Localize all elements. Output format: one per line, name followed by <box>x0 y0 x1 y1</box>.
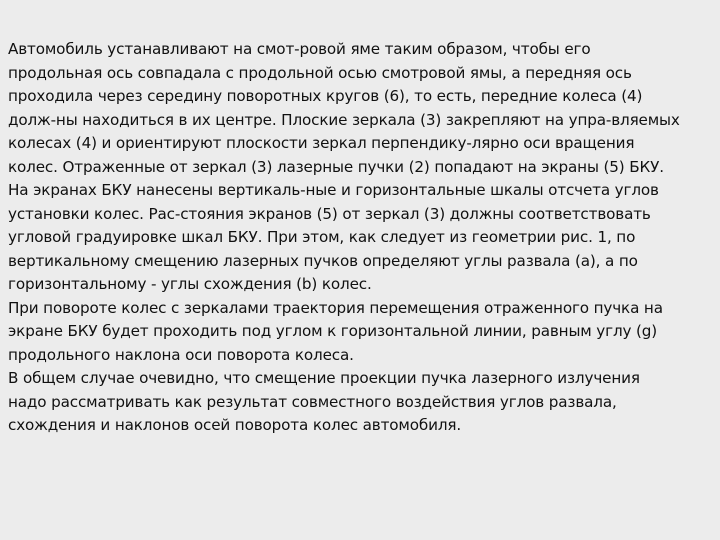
text-line: надо рассматривать как результат совместного воздействия углов развала, <box>8 392 617 411</box>
text-line: На экранах БКУ нанесены вертикаль-ные и горизонтальные шкалы отсчета углов <box>8 181 659 199</box>
text-line: долж-ны находиться в их центре. Плоские зеркала (3) закрепляют на упра-вляемых <box>8 110 680 129</box>
text-line: Автомобиль устанавливают на смот-ровой яме таким образом, чтобы его <box>8 40 591 58</box>
document-body <box>8 38 720 438</box>
text-line: проходила через середину поворотных кругов (6), то есть, передние колеса (4) <box>8 87 643 105</box>
text-line: продольная ось совпадала с продольной осью смотровой ямы, а передняя ось <box>8 63 632 82</box>
text-line: вертикальному смещению лазерных пучков определяют углы развала (a), а по <box>8 251 638 270</box>
text-line: установки колес. Рас-стояния экранов (5) от зеркал (3) должны соответствовать <box>8 204 651 223</box>
text-line: схождения и наклонов осей поворота колес автомобиля. <box>8 416 462 434</box>
text-line: колесах (4) и ориентируют плоскости зеркал перпендику-лярно оси вращения <box>8 134 635 152</box>
text-line: экране БКУ будет проходить под углом к горизонтальной линии, равным углу (g) <box>8 322 658 340</box>
text-line: колес. Отраженные от зеркал (3) лазерные пучки (2) попадают на экраны (5) БКУ. <box>8 157 664 176</box>
text-line: угловой градуировке шкал БКУ. При этом, как следует из геометрии рис. 1, по <box>8 228 636 246</box>
text-line: В общем случае очевидно, что смещение проекции пучка лазерного излучения <box>8 369 640 387</box>
text-line: При повороте колес с зеркалами траектория перемещения отраженного пучка на <box>8 298 663 317</box>
text-line: продольного наклона оси поворота колеса. <box>8 345 354 364</box>
text-line: горизонтальному - углы схождения (b) колес. <box>8 275 372 293</box>
